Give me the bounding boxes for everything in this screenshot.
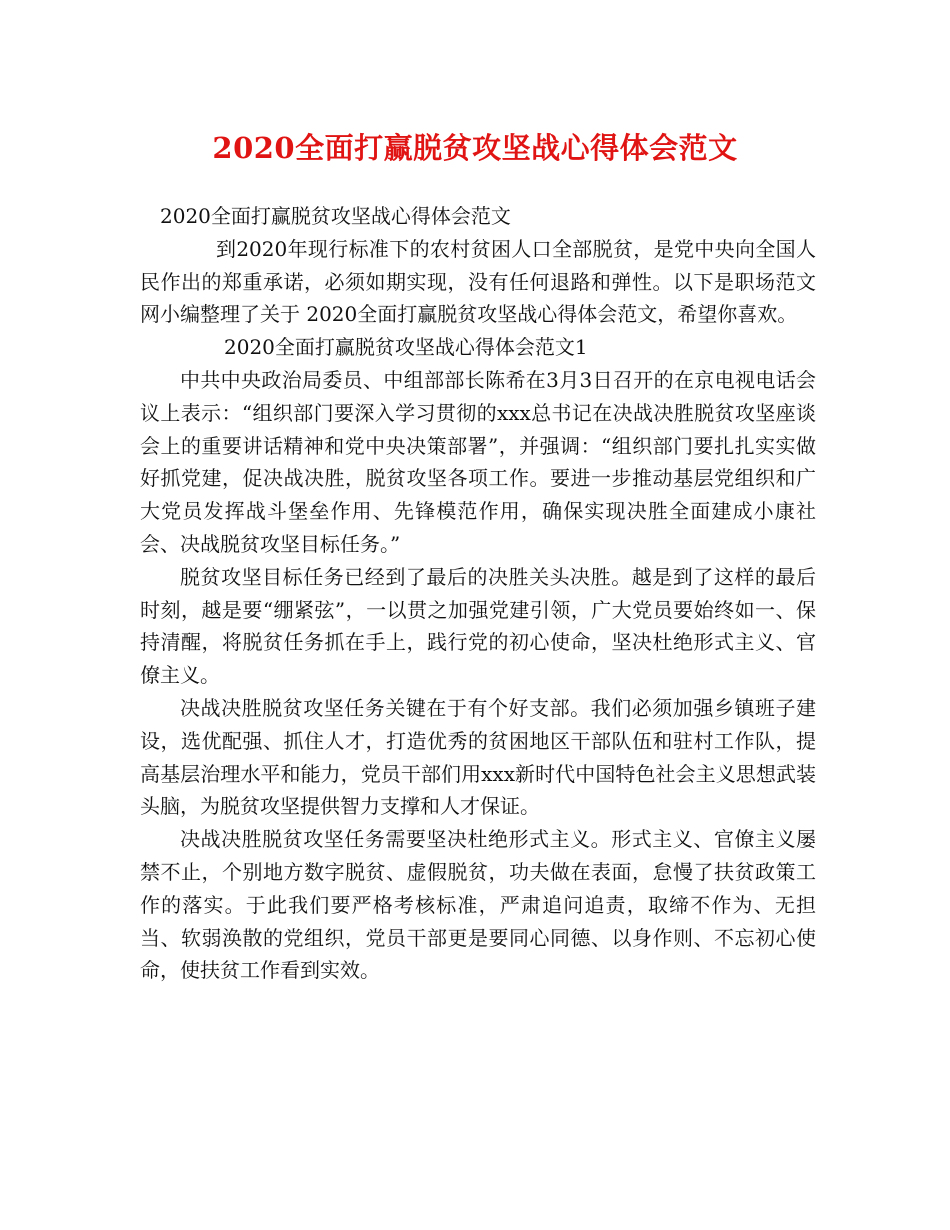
document-body xyxy=(140,200,816,987)
body-paragraph: 决战决胜脱贫攻坚任务关键在于有个好支部。我们必须加强乡镇班子建设，选优配强、抓住人才，打造优秀的贫困地区干部队伍和驻村工作队，提高基层治理水平和能力，党员干部们用xxx新时代中国特色社会主义思想武装头脑，为脱贫攻坚提供智力支撑和人才保证。 xyxy=(140,695,816,819)
document-subtitle: 2020全面打赢脱贫攻坚战心得体会范文 xyxy=(160,204,511,228)
body-paragraph: 中共中央政治局委员、中组部部长陈希在3月3日召开的在京电视电话会议上表示：“组织部门要深入学习贯彻的xxx总书记在决战决胜脱贫攻坚座谈会上的重要讲话精神和党中央决策部署”，并强调：“组织部门要扎扎实实做好抓党建，促决战决胜，脱贫攻坚各项工作。要进一步推动基层党组织和广大党员发挥战斗堡垒作用、先锋模范作用，确保实现决胜全面建成小康社会、决战脱贫攻坚目标任务。” xyxy=(140,367,816,556)
intro-paragraph: 到2020年现行标准下的农村贫困人口全部脱贫，是党中央向全国人民作出的郑重承诺，必须如期实现，没有任何退路和弹性。以下是职场范文网小编整理了关于 2020全面打赢脱贫攻坚战心得体会范文，希望你喜欢。 xyxy=(140,236,816,327)
section-heading: 2020全面打赢脱贫攻坚战心得体会范文1 xyxy=(224,335,588,360)
document-title: 2020全面打赢脱贫攻坚战心得体会范文 xyxy=(212,131,738,165)
body-paragraph: 脱贫攻坚目标任务已经到了最后的决胜关头决胜。越是到了这样的最后时刻，越是要“绷紧弦”，一以贯之加强党建引领，广大党员要始终如一、保持清醒，将脱贫任务抓在手上，践行党的初心使命，坚决杜绝形式主义、官僚主义。 xyxy=(140,564,816,688)
body-paragraph: 决战决胜脱贫攻坚任务需要坚决杜绝形式主义。形式主义、官僚主义屡禁不止，个别地方数字脱贫、虚假脱贫，功夫做在表面，怠慢了扶贫政策工作的落实。于此我们要严格考核标准，严肃追问追责，取缔不作为、无担当、软弱涣散的党组织，党员干部更是要同心同德、以身作则、不忘初心使命，使扶贫工作看到实效。 xyxy=(140,827,816,983)
